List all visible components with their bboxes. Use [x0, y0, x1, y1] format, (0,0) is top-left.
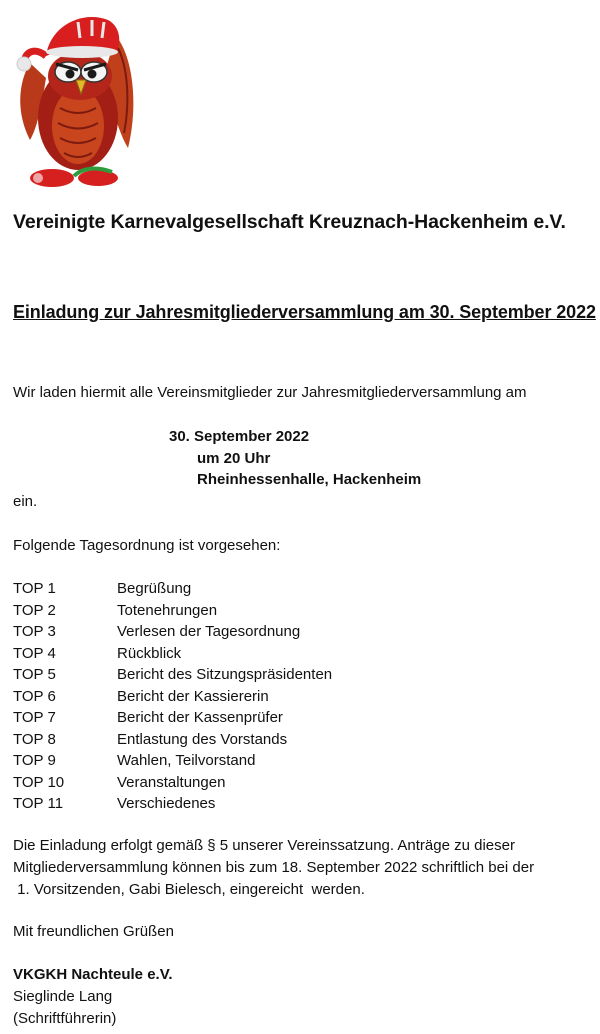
- agenda-item: [13, 600, 332, 622]
- signature-name: Sieglinde Lang: [13, 988, 113, 1005]
- owl-mascot-icon: [16, 8, 138, 190]
- agenda-number: TOP 5: [13, 666, 56, 683]
- greeting: Mit freundlichen Grüßen: [13, 923, 174, 940]
- agenda-list: [13, 578, 332, 815]
- agenda-label: Totenehrungen: [117, 601, 218, 619]
- agenda-item: [13, 750, 332, 772]
- agenda-number: TOP 4: [13, 644, 56, 662]
- agenda-item: [13, 578, 332, 600]
- agenda-number: TOP 9: [13, 752, 56, 769]
- event-time: um 20 Uhr: [197, 450, 271, 467]
- agenda-item: [13, 621, 332, 643]
- note-line: Mitgliederversammlung können bis zum 18. September 2022 schriftlich bei der: [13, 859, 535, 876]
- agenda-number: TOP 7: [13, 709, 56, 726]
- agenda-item: [13, 772, 332, 794]
- agenda-item: [13, 729, 332, 751]
- invitation-title: Einladung zur Jahresmitgliederversammlung am 30. September 2022: [13, 302, 596, 322]
- agenda-label: Entlastung des Vorstands: [117, 730, 288, 748]
- signature-role: (Schriftführerin): [13, 1010, 117, 1027]
- intro-end-text: ein.: [13, 493, 38, 510]
- agenda-label: Veranstaltungen: [117, 773, 226, 791]
- agenda-item: [13, 664, 332, 686]
- organization-title: Vereinigte Karnevalgesellschaft Kreuznach-Hackenheim e.V.: [13, 211, 566, 233]
- agenda-number: TOP 6: [13, 687, 56, 705]
- agenda-label: Verlesen der Tagesordnung: [117, 623, 301, 640]
- agenda-item: [13, 707, 332, 729]
- agenda-label: Bericht der Kassiererin: [117, 687, 269, 705]
- agenda-number: TOP 1: [13, 580, 56, 597]
- note-line: 1. Vorsitzenden, Gabi Bielesch, eingereicht werden.: [13, 881, 365, 898]
- agenda-intro: Folgende Tagesordnung ist vorgesehen:: [13, 537, 281, 554]
- agenda-number: TOP 8: [13, 730, 56, 748]
- agenda-item: [13, 686, 332, 708]
- agenda-label: Bericht des Sitzungspräsidenten: [117, 666, 333, 683]
- event-place: Rheinhessenhalle, Hackenheim: [197, 471, 422, 488]
- agenda-label: Bericht der Kassenprüfer: [117, 709, 283, 726]
- agenda-item: [13, 793, 332, 815]
- agenda-label: Wahlen, Teilvorstand: [117, 752, 256, 769]
- agenda-item: [13, 643, 332, 665]
- agenda-number: TOP 3: [13, 623, 56, 640]
- agenda-label: Verschiedenes: [117, 795, 216, 812]
- agenda-number: TOP 10: [13, 773, 65, 791]
- agenda-number: TOP 11: [13, 795, 64, 812]
- note-paragraph: [13, 835, 534, 901]
- note-line: Die Einladung erfolgt gemäß § 5 unserer Vereinssatzung. Anträge zu dieser: [13, 837, 515, 854]
- intro-text: Wir laden hiermit alle Vereinsmitglieder zur Jahresmitgliederversammlung am: [13, 384, 527, 401]
- signature-org: VKGKH Nachteule e.V.: [13, 966, 173, 983]
- event-date: 30. September 2022: [169, 428, 310, 445]
- agenda-number: TOP 2: [13, 601, 56, 619]
- agenda-label: Begrüßung: [117, 580, 192, 597]
- agenda-label: Rückblick: [117, 644, 182, 662]
